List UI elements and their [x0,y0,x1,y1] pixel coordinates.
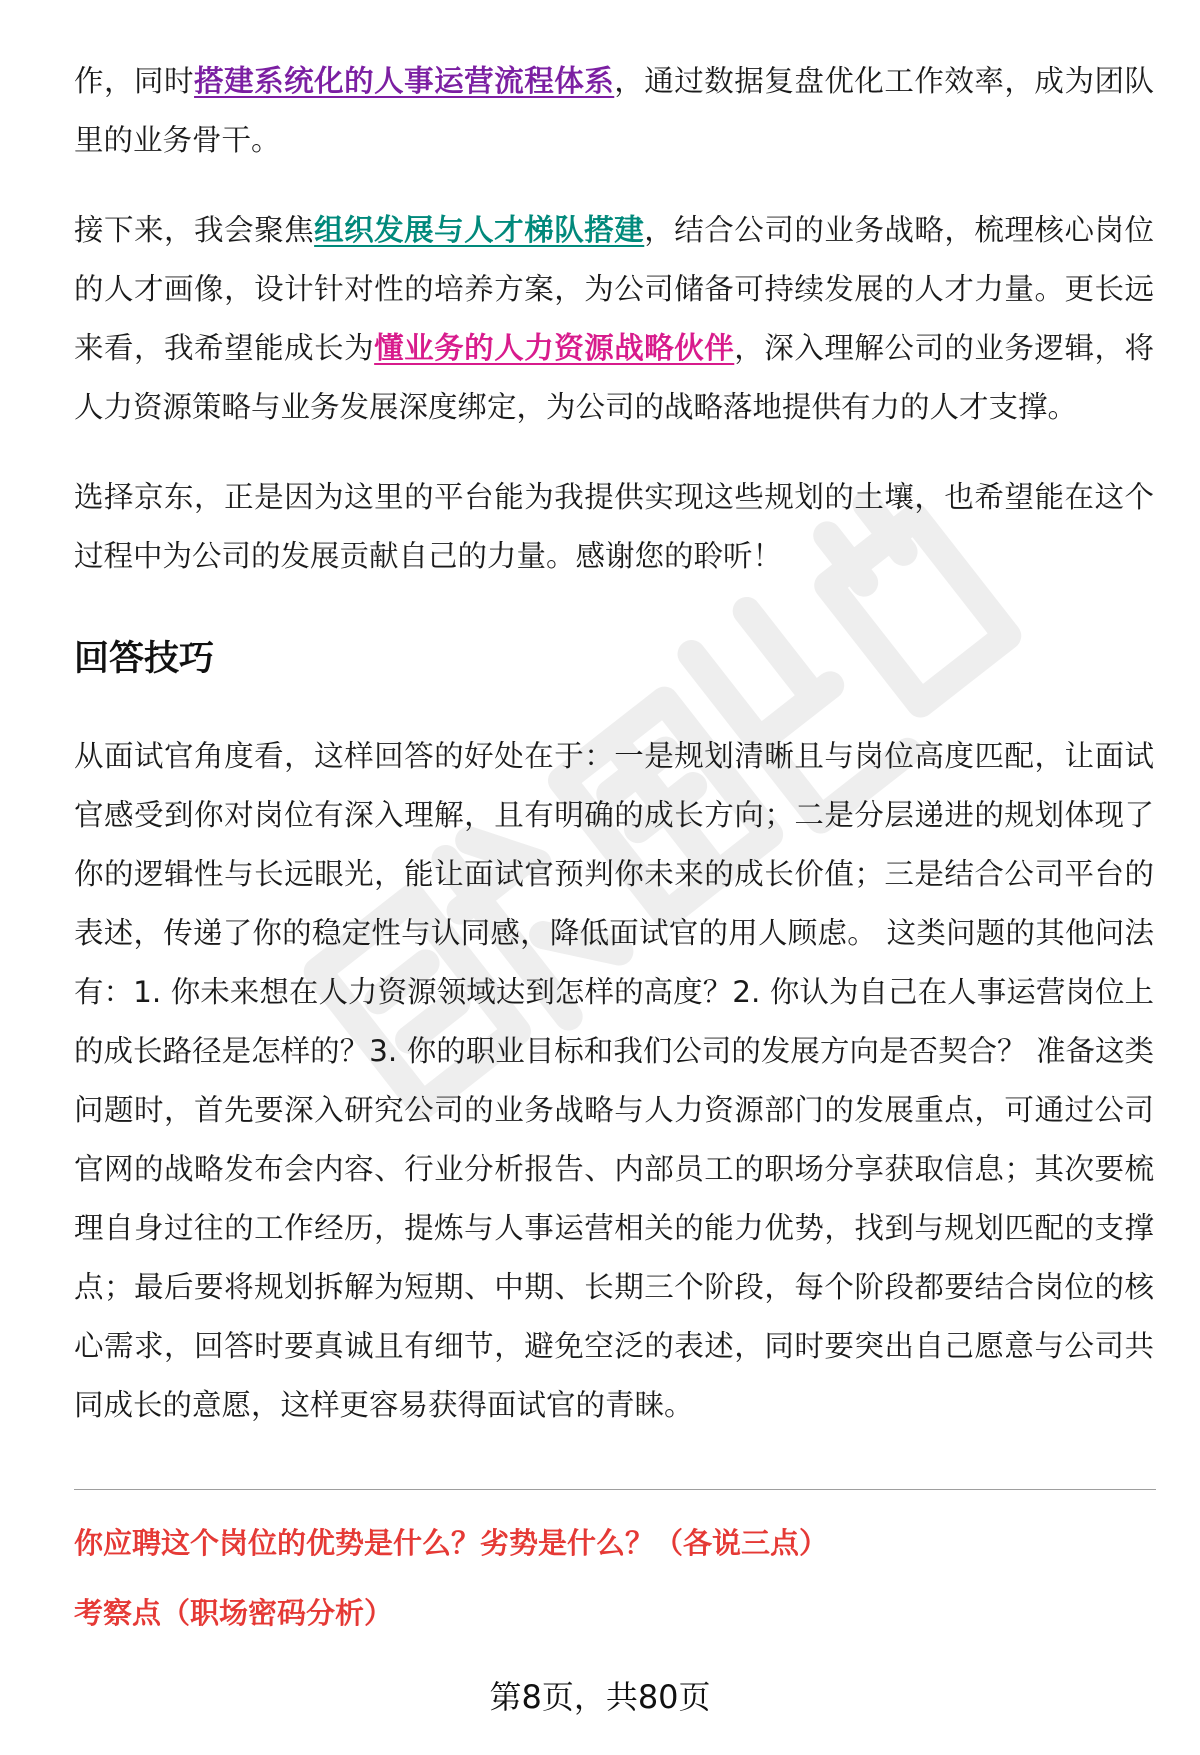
highlight-org-development: 组织发展与人才梯队搭建 [314,213,645,247]
text-segment: ，深入理解公司的业务逻辑，将人力资源策略与业务发展深度绑定，为公司的战略落地提供有力的人才支撑。 [74,331,1154,424]
text-segment: ，通过数据复盘优化工作效率，成为团队里的业务骨干。 [74,64,1154,157]
page-number: 第8页，共80页 [489,1678,711,1716]
text-segment: 作，同时 [74,64,195,98]
text-segment: 接下来，我会聚焦 [74,213,315,247]
next-question-subtitle: 考察点（职场密码分析） [74,1596,394,1630]
page-content [74,52,1154,1466]
paragraph-long-term-plan [74,201,1154,437]
highlight-hr-strategic-partner: 懂业务的人力资源战略伙伴 [374,331,735,365]
section-title: 回答技巧 [74,639,215,679]
highlight-hr-process-system: 搭建系统化的人事运营流程体系 [194,64,615,98]
divider [74,1489,1156,1490]
paragraph-career-plan-continued [74,52,1154,170]
next-question-title: 你应聘这个岗位的优势是什么？劣势是什么？（各说三点） [74,1526,829,1560]
paragraph-closing: 选择京东，正是因为这里的平台能为我提供实现这些规划的土壤，也希望能在这个过程中为公司的发展贡献自己的力量。感谢您的聆听！ [74,480,1154,573]
paragraph-answer-tips: 从面试官角度看，这样回答的好处在于：一是规划清晰且与岗位高度匹配，让面试官感受到你对岗位有深入理解，且有明确的成长方向；二是分层递进的规划体现了你的逻辑性与长远眼光，能让面试官预判你未来的成长价值；三是结合公司平台的表述，传递了你的稳定性与认同感，降低面试官的用人顾虑。 这类问题的其他问法有：1. 你未来想在人力资源领域达到怎样的高度？2. 你认为自己在人事运营岗位上的成长路径是怎样的？3. 你的职业目标和我们公司的发展方向是否契合？ 准备这类问题时，首先要深入研究公司的业务战略与人力资源部门的发展重点，可通过公司官网的战略发布会内容、行业分析报告、内部员工的职场分享获取信息；其次要梳理自身过往的工作经历，提炼与人事运营相关的能力优势，找到与规划匹配的支撑点；最后要将规划拆解为短期、中期、长期三个阶段，每个阶段都要结合岗位的核心需求，回答时要真诚且有细节，避免空泛的表述，同时要突出自己愿意与公司共同成长的意愿，这样更容易获得面试官的青睐。 [74,739,1154,1422]
text-segment: ，结合公司的业务战略，梳理核心岗位的人才画像，设计针对性的培养方案，为公司储备可持续发展的人才力量。更长远来看，我希望能成长为 [74,213,1154,365]
